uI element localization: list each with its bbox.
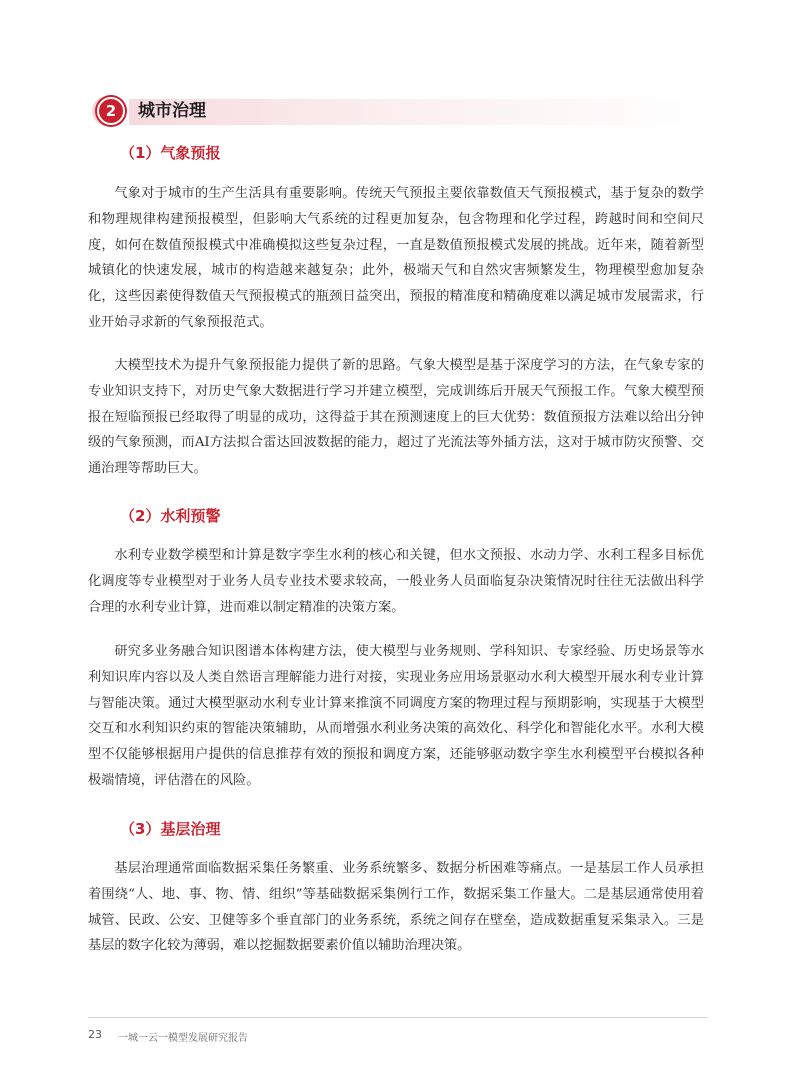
- section-title-band: [129, 99, 712, 125]
- paragraph-weather-1: 气象对于城市的生产生活具有重要影响。传统天气预报主要依靠数值天气预报模式，基于复杂的数学和物理规律构建预报模型，但影响大气系统的过程更加复杂，包含物理和化学过程，跨越时间和空间尺度，如何在数值预报模式中准确模拟这些复杂过程，一直是数值预报模式发展的挑战。近年来，随着新型城镇化的快速发展，城市的构造越来越复杂；此外，极端天气和自然灾害频繁发生，物理模型愈加复杂化，这些因素使得数值天气预报模式的瓶颈日益突出，预报的精准度和精确度难以满足城市发展需求，行业开始寻求新的气象预报范式。: [88, 186, 704, 330]
- subsection-heading-water: （2）水利预警: [120, 507, 221, 525]
- footer-report-title: 一城一云一模型发展研究报告: [118, 1033, 248, 1044]
- paragraph-water-1: 水利专业数学模型和计算是数字孪生水利的核心和关键，但水文预报、水动力学、水利工程多目标优化调度等专业模型对于业务人员专业技术要求较高，一般业务人员面临复杂决策情况时往往无法做出科学合理的水利专业计算，进而难以制定精准的决策方案。: [88, 548, 704, 615]
- section-number-badge: 2: [97, 97, 125, 125]
- subsection-heading-weather: （1）气象预报: [120, 144, 221, 162]
- footer-divider: [88, 1017, 708, 1018]
- section-header: [92, 95, 712, 127]
- subsection-heading-grassroots: （3）基层治理: [120, 820, 221, 838]
- paragraph-weather-2: 大模型技术为提升气象预报能力提供了新的思路。气象大模型是基于深度学习的方法，在气象专家的专业知识支持下，对历史气象大数据进行学习并建立模型，完成训练后开展天气预报工作。气象大模型预报在短临预报已经取得了明显的成功，这得益于其在预测速度上的巨大优势：数值预报方法难以给出分钟级的气象预测，而AI方法拟合雷达回波数据的能力，超过了光流法等外插方法，这对于城市防灾预警、交通治理等帮助巨大。: [88, 358, 704, 477]
- paragraph-water-2: 研究多业务融合知识图谱本体构建方法，使大模型与业务规则、学科知识、专家经验、历史场景等水利知识库内容以及人类自然语言理解能力进行对接，实现业务应用场景驱动水利大模型开展水利专业计算与智能决策。通过大模型驱动水利专业计算来推演不同调度方案的物理过程与预期影响，实现基于大模型交互和水利知识约束的智能决策辅助，从而增强水利业务决策的高效化、科学化和智能化水平。水利大模型不仅能够根据用户提供的信息推荐有效的预报和调度方案，还能够驱动数字孪生水利模型平台模拟各种极端情境，评估潜在的风险。: [88, 644, 704, 788]
- page-number: 23: [88, 1028, 102, 1041]
- section-title: 城市治理: [138, 101, 206, 121]
- paragraph-grassroots-1: 基层治理通常面临数据采集任务繁重、业务系统繁多、数据分析困难等痛点。一是基层工作人员承担着围绕“人、地、事、物、情、组织”等基础数据采集例行工作，数据采集工作量大。二是基层通常使用着城管、民政、公安、卫健等多个垂直部门的业务系统，系统之间存在壁垒，造成数据重复采集录入。三是基层的数字化较为薄弱，难以挖掘数据要素价值以辅助治理决策。: [88, 861, 704, 954]
